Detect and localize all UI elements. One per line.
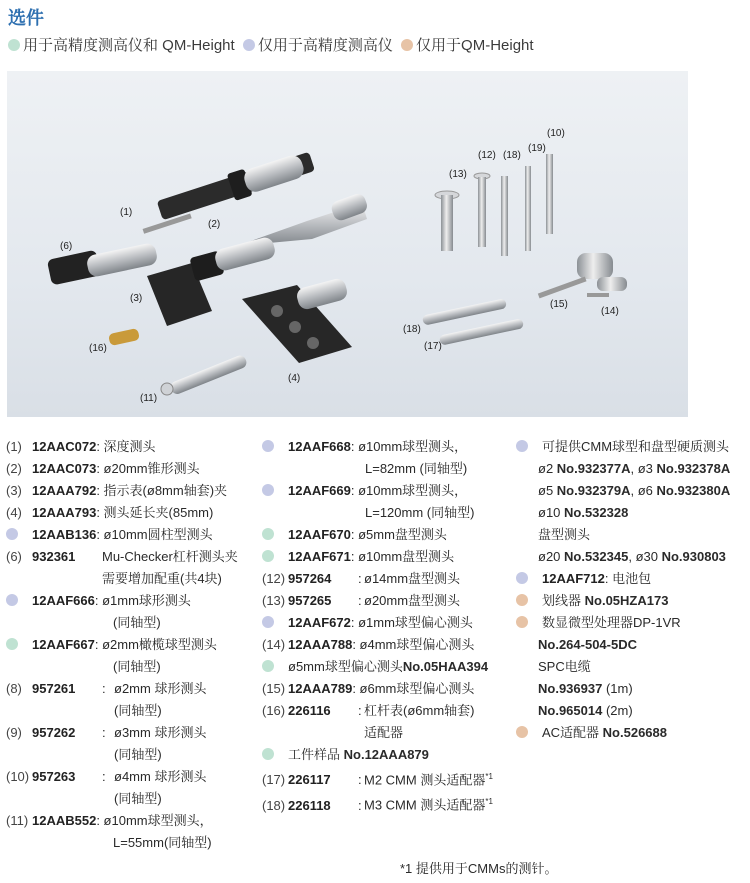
list-item: 12AAF669: ø10mm球型测头，	[262, 480, 517, 502]
list-item-cont: L=55mm(同轴型)	[113, 835, 212, 850]
list-item: 划线器 No.05HZA173	[516, 590, 748, 612]
photo-label: (18)	[403, 324, 421, 335]
offset-probes	[538, 253, 627, 298]
depth-probe	[135, 148, 318, 234]
list-item-cont: (同轴型)	[113, 615, 161, 630]
list-item-cont: No.936937 (1m)	[538, 681, 633, 696]
list-item: 12AAF666: ø1mm球形测头	[6, 590, 261, 612]
photo-label: (10)	[547, 128, 565, 139]
photo-label: (3)	[130, 293, 143, 304]
adapter-brass	[108, 328, 140, 346]
green-dot-icon	[262, 660, 274, 672]
list-item-cont: 适配器	[364, 725, 404, 740]
list-item: (1) 12AAC072: 深度测头	[6, 439, 156, 454]
list-item: (6) 932361 Mu-Checker杠杆测头夹	[6, 549, 238, 564]
list-item: (11) 12AAB552: ø10mm球型测头，	[6, 813, 213, 828]
list-item-cont: (同轴型)	[113, 659, 161, 674]
options-column-2	[262, 436, 517, 817]
list-item: (10) 957263 : ø4mm 球形测头	[6, 769, 207, 784]
list-item: 12AAF667: ø2mm橄榄球型测头	[6, 634, 261, 656]
green-dot-icon	[262, 528, 274, 540]
list-item-cont: 盘型测头	[538, 527, 591, 542]
options-column-3	[516, 436, 748, 744]
list-item: (8) 957261 : ø2mm 球形测头	[6, 681, 207, 696]
list-item: 数显微型处理器DP-1VR	[516, 612, 748, 634]
list-item-cont: (同轴型)	[114, 747, 162, 762]
tan-dot-icon	[516, 616, 528, 628]
tan-dot-icon	[516, 594, 528, 606]
cmm-adapters	[422, 298, 524, 345]
legend-item-qm-height: 仅用于QM-Height	[401, 37, 534, 54]
blue-dot-icon	[262, 484, 274, 496]
list-item: 12AAB136: ø10mm圆柱型测头	[6, 524, 261, 546]
list-item: (14) 12AAA788: ø4mm球型偏心测头	[262, 637, 475, 652]
tan-dot-icon	[516, 726, 528, 738]
blue-dot-icon	[6, 594, 18, 606]
photo-label: (4)	[288, 373, 301, 384]
list-item: 12AAF670: ø5mm盘型测头	[262, 524, 517, 546]
list-item: 12AAF712: 电池包	[516, 568, 748, 590]
photo-label: (19)	[528, 143, 546, 154]
green-dot-icon	[6, 638, 18, 650]
tan-dot-icon	[401, 39, 413, 51]
list-item-cont: ø5 No.932379A, ø6 No.932380A	[538, 483, 731, 498]
photo-label: (12)	[478, 150, 496, 161]
list-item: 工件样品 No.12AAA879	[262, 744, 517, 766]
photo-label: (18)	[503, 150, 521, 161]
list-item: (4) 12AAA793: 测头延长夹(85mm)	[6, 505, 214, 520]
green-dot-icon	[262, 550, 274, 562]
legend-item-both: 用于高精度测高仪和 QM-Height	[8, 37, 235, 54]
extension-clamp	[242, 277, 352, 363]
list-item: 12AAF671: ø10mm盘型测头	[262, 546, 517, 568]
photo-label: (17)	[424, 341, 442, 352]
photo-label: (15)	[550, 299, 568, 310]
list-item: AC适配器 No.526688	[516, 722, 748, 744]
blue-dot-icon	[262, 440, 274, 452]
list-item-cont: No.264-504-5DC	[538, 637, 637, 652]
list-item: (17) 226117 : M2 CMM 测头适配器$^{*1}$	[262, 772, 493, 788]
list-item-cont: ø2 No.932377A, ø3 No.932378A	[538, 461, 731, 476]
list-item-cont: SPC电缆	[538, 659, 591, 674]
blue-dot-icon	[516, 572, 528, 584]
list-item: (18) 226118 : M3 CMM 测头适配器$^{*1}$	[262, 797, 493, 813]
photo-label: (13)	[449, 169, 467, 180]
list-item: 12AAF668: ø10mm球型测头，	[262, 436, 517, 458]
list-item-cont: ø10 No.532328	[538, 505, 629, 520]
list-item-cont: ø20 No.532345, ø30 No.930803	[538, 549, 726, 564]
list-item: (15) 12AAA789: ø6mm球型偏心测头	[262, 681, 475, 696]
list-item-cont: L=120mm (同轴型)	[365, 505, 475, 520]
list-item-cont: 需要增加配重(共4块)	[102, 571, 222, 586]
green-dot-icon	[8, 39, 20, 51]
photo-label: (6)	[60, 241, 73, 252]
list-item: (12) 957264 : ø14mm盘型测头	[262, 571, 461, 586]
ball-probe	[161, 354, 248, 396]
product-photo	[7, 71, 688, 417]
green-dot-icon	[262, 748, 274, 760]
footnote: *1 提供用于CMMs的测针。	[400, 861, 558, 876]
blue-dot-icon	[243, 39, 255, 51]
list-item: 可提供CMM球型和盘型硬质测头	[516, 436, 748, 458]
list-item: (2) 12AAC073: ø20mm锥形测头	[6, 461, 200, 476]
list-item-cont: No.965014 (2m)	[538, 703, 633, 718]
photo-label: (1)	[120, 207, 133, 218]
legend-item-height-gauge: 仅用于高精度测高仪	[243, 37, 393, 54]
page-title: 选件	[8, 8, 44, 28]
photo-label: (2)	[208, 219, 221, 230]
blue-dot-icon	[516, 440, 528, 452]
list-item: ø5mm球型偏心测头No.05HAA394	[262, 656, 517, 678]
blue-dot-icon	[6, 528, 18, 540]
list-item: (9) 957262 : ø3mm 球形测头	[6, 725, 207, 740]
product-photo-drawing	[7, 71, 688, 417]
list-item-cont: (同轴型)	[114, 791, 162, 806]
cone-probe	[237, 192, 369, 246]
options-column-1	[6, 436, 261, 854]
list-item: 12AAF672: ø1mm球型偏心测头	[262, 612, 517, 634]
blue-dot-icon	[262, 616, 274, 628]
photo-label: (14)	[601, 306, 619, 317]
list-item-cont: (同轴型)	[114, 703, 162, 718]
list-item: (3) 12AAA792: 指示表(ø8mm轴套)夹	[6, 483, 228, 498]
photo-label: (16)	[89, 343, 107, 354]
legend	[8, 34, 538, 55]
list-item-cont: L=82mm (同轴型)	[365, 461, 468, 476]
list-item: (16) 226116 : 杠杆表(ø6mm轴套)	[262, 703, 475, 718]
list-item: (13) 957265 : ø20mm盘型测头	[262, 593, 461, 608]
photo-label: (11)	[140, 393, 158, 404]
